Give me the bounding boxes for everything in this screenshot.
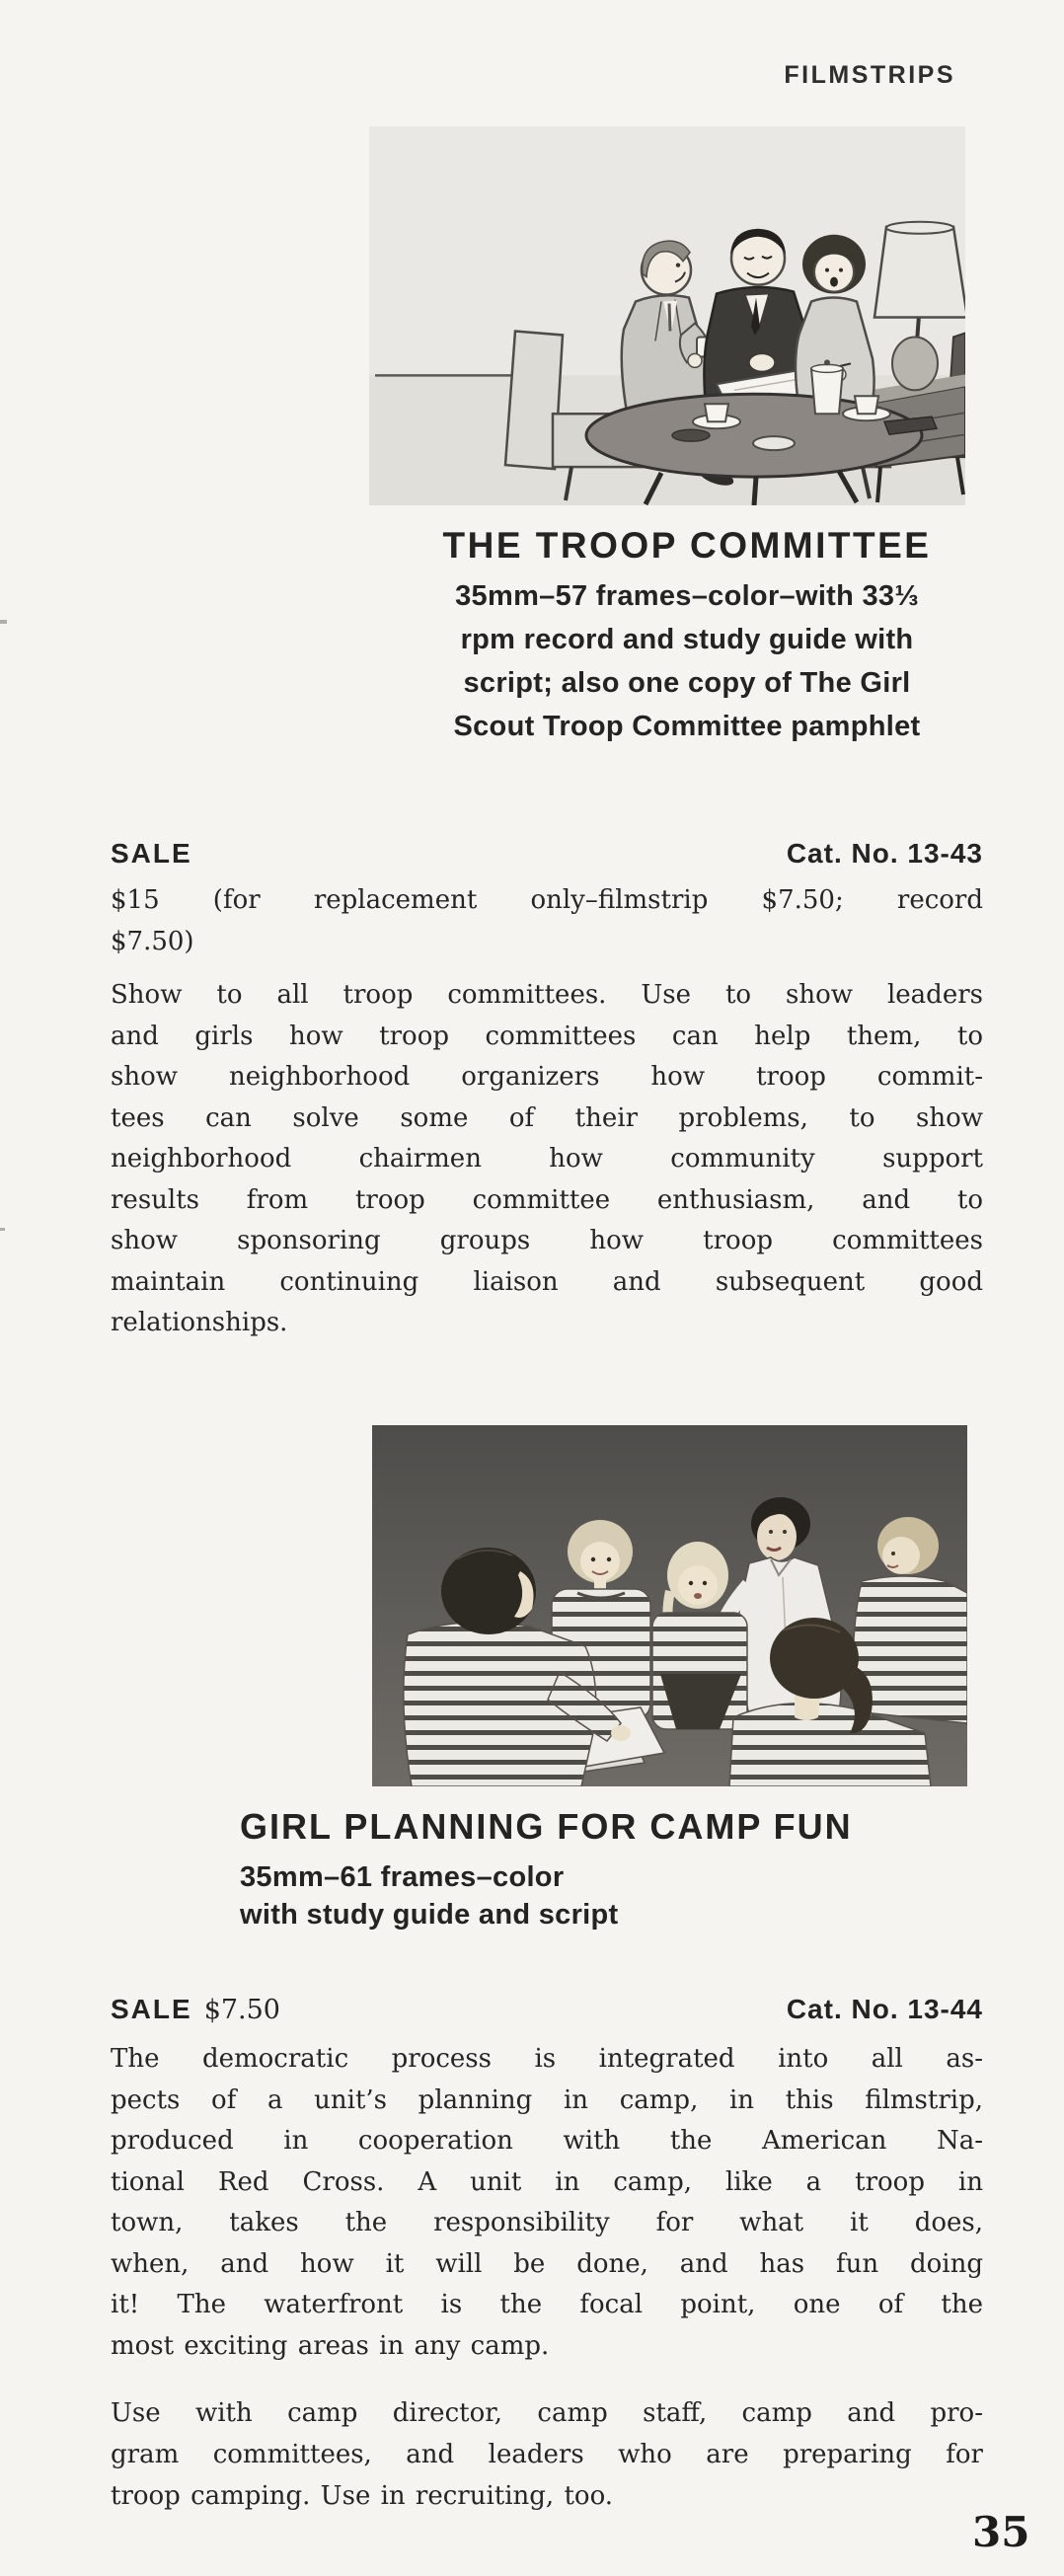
page-number: 35 (972, 2508, 1030, 2556)
text-line: 35mm–57 frames–color–with 33⅓ (455, 579, 919, 612)
text-line: tees can solve some of their problems, to show (111, 1102, 983, 1133)
text-line: $15 (for replacement only–filmstrip $7.50; record (111, 885, 983, 915)
text-line: when, and how it will be done, and has fun doing (111, 2248, 983, 2279)
product-title: GIRL PLANNING FOR CAMP FUN (240, 1806, 853, 1847)
product-specs (385, 574, 989, 748)
text-line: maintain continuing liaison and subsequent good (111, 1266, 983, 1297)
text-line: relationships. (111, 1308, 288, 1337)
sale-row (111, 838, 983, 870)
text-line: rpm record and study guide with (460, 623, 914, 655)
text-line: produced in cooperation with the American Na- (111, 2126, 983, 2156)
text-line: show neighborhood organizers how troop commit- (111, 1062, 983, 1092)
text-line: and girls how troop committees can help them, to (111, 1021, 983, 1051)
sale-label: SALE (111, 1994, 192, 2024)
text-line: troop camping. Use in recruiting, too. (111, 2481, 614, 2511)
product-description-2 (111, 2392, 983, 2517)
troop-committee-drawing (369, 126, 965, 505)
text-line: Use with camp director, camp staff, camp and pro- (111, 2398, 983, 2428)
text-line: most exciting areas in any camp. (111, 2330, 550, 2361)
text-line: Show to all troop committees. Use to show leaders (111, 980, 983, 1010)
product-1-header (385, 526, 989, 748)
illustration-girls-planning (372, 1425, 967, 1786)
text-line: tional Red Cross. A unit in camp, like a troop in (111, 2166, 983, 2197)
text-line: 35mm–61 frames–color (240, 1860, 565, 1893)
illustration-troop-committee (369, 126, 965, 505)
running-head: FILMSTRIPS (784, 61, 955, 89)
girls-planning-photo (372, 1425, 967, 1786)
price-note (111, 879, 983, 962)
text-line: results from troop committee enthusiasm, and to (111, 1184, 983, 1215)
text-line: neighborhood chairmen how community support (111, 1144, 983, 1174)
scan-artifact (0, 620, 7, 624)
sale-label: SALE (111, 838, 192, 869)
sale-row (111, 1994, 983, 2025)
text-line: show sponsoring groups how troop committees (111, 1226, 983, 1255)
text-line: gram committees, and leaders who are preparing for (111, 2440, 983, 2469)
text-line: with study guide and script (240, 1898, 619, 1931)
scan-artifact (0, 1228, 5, 1231)
text-line: Scout Troop Committee pamphlet (453, 710, 921, 742)
catalog-number: Cat. No. 13-44 (786, 1994, 983, 2024)
sale-price: $7.50 (203, 1995, 280, 2025)
product-specs (240, 1858, 970, 1933)
product-description (111, 975, 983, 1344)
text-line: $7.50) (111, 927, 194, 956)
product-2-header (240, 1807, 970, 1933)
text-line: script; also one copy of The Girl (463, 666, 911, 699)
text-line: town, takes the responsibility for what it does, (111, 2208, 983, 2237)
product-description (111, 2039, 983, 2367)
catalog-number: Cat. No. 13-43 (786, 838, 983, 869)
text-line: it! The waterfront is the focal point, one of the (111, 2290, 983, 2319)
text-line: pects of a unit’s planning in camp, in this filmstrip, (111, 2084, 983, 2115)
text-line: The democratic process is integrated into all as- (111, 2044, 983, 2074)
product-title: THE TROOP COMMITTEE (442, 525, 932, 566)
